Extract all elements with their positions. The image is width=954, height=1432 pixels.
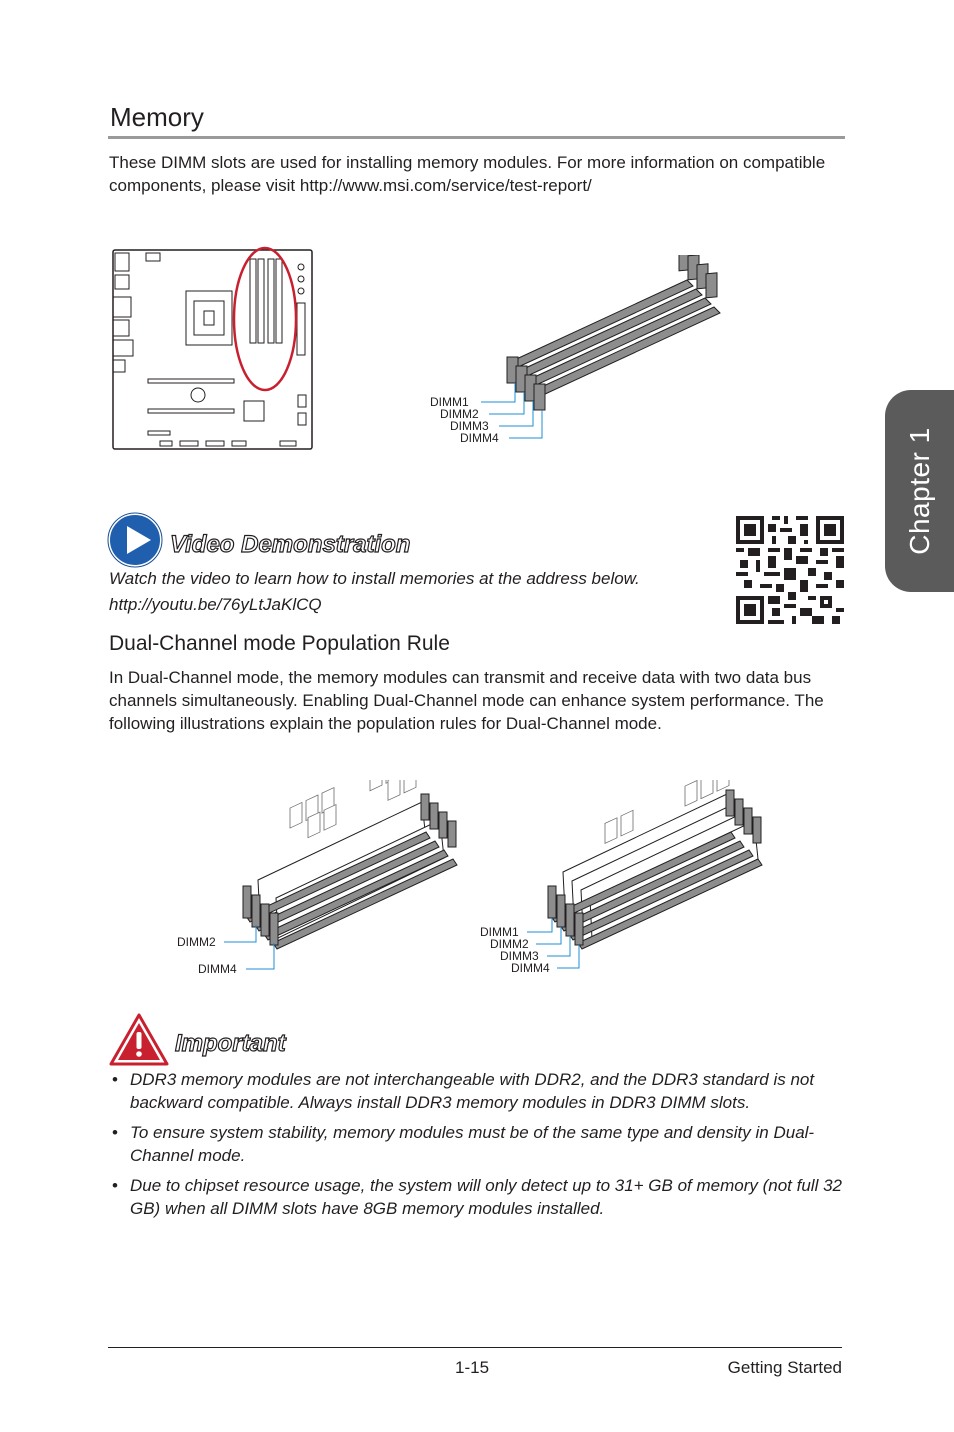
important-item-text: Due to chipset resource usage, the system will only detect up to 31+ GB of memory (not full 32 GB) when all DIMM slots have 8GB memory modules installed. xyxy=(130,1176,842,1218)
page-number: 1-15 xyxy=(455,1358,490,1377)
important-list xyxy=(112,1068,847,1227)
footer-divider xyxy=(108,1347,842,1348)
slot-label-dimm2: DIMM2 xyxy=(440,407,479,421)
chapter-tab[interactable] xyxy=(885,390,954,592)
dual-channel-paragraph: In Dual-Channel mode, the memory modules can transmit and receive data with two data bus channels simultaneously. Enabling Dual-Channel mode can enhance system performance. The following illustrations explain the population rules for Dual-Channel mode. xyxy=(109,668,824,733)
four-module-label-dimm3: DIMM3 xyxy=(500,949,539,963)
list-item xyxy=(112,1068,847,1114)
qr-code-image xyxy=(736,516,844,624)
slot-label-dimm1: DIMM1 xyxy=(430,395,469,409)
dimm-slots-diagram xyxy=(425,255,735,450)
motherboard-layout-diagram xyxy=(108,245,318,455)
video-demonstration-title: Video Demonstration xyxy=(170,531,411,558)
dual-channel-four-module-diagram xyxy=(475,780,785,980)
slot-label-dimm4: DIMM4 xyxy=(460,431,499,445)
important-item-text: To ensure system stability, memory modules must be of the same type and density in Dual-Channel mode. xyxy=(130,1123,815,1165)
bullet: • xyxy=(112,1176,118,1195)
list-item xyxy=(112,1174,847,1220)
footer-section-name: Getting Started xyxy=(727,1358,842,1377)
four-module-label-dimm2: DIMM2 xyxy=(490,937,529,951)
intro-paragraph: These DIMM slots are used for installing memory modules. For more information on compatible components, please visit http://www.msi.com/service/test-report/ xyxy=(109,153,826,195)
warning-icon xyxy=(108,1012,170,1068)
two-module-label-dimm4: DIMM4 xyxy=(198,962,237,976)
two-module-label-dimm2: DIMM2 xyxy=(177,935,216,949)
dual-channel-two-module-diagram xyxy=(170,780,480,980)
bullet: • xyxy=(112,1070,118,1089)
video-url-link[interactable]: http://youtu.be/76yLtJaKlCQ xyxy=(109,595,322,614)
four-module-label-dimm1: DIMM1 xyxy=(480,925,519,939)
four-module-label-dimm4: DIMM4 xyxy=(511,961,550,975)
chapter-tab-label: Chapter 1 xyxy=(903,427,935,555)
section-title: Memory xyxy=(110,102,204,132)
video-description: Watch the video to learn how to install memories at the address below. xyxy=(109,569,640,588)
title-divider xyxy=(108,136,845,139)
important-item-text: DDR3 memory modules are not interchangeable with DDR2, and the DDR3 standard is not backward compatible. Always install DDR3 memory modules in DDR3 DIMM slots. xyxy=(130,1070,815,1112)
important-title: Important xyxy=(175,1030,286,1057)
dual-channel-heading: Dual-Channel mode Population Rule xyxy=(109,632,450,655)
play-icon[interactable] xyxy=(107,512,165,570)
bullet: • xyxy=(112,1123,118,1142)
slot-label-dimm3: DIMM3 xyxy=(450,419,489,433)
list-item xyxy=(112,1121,847,1167)
